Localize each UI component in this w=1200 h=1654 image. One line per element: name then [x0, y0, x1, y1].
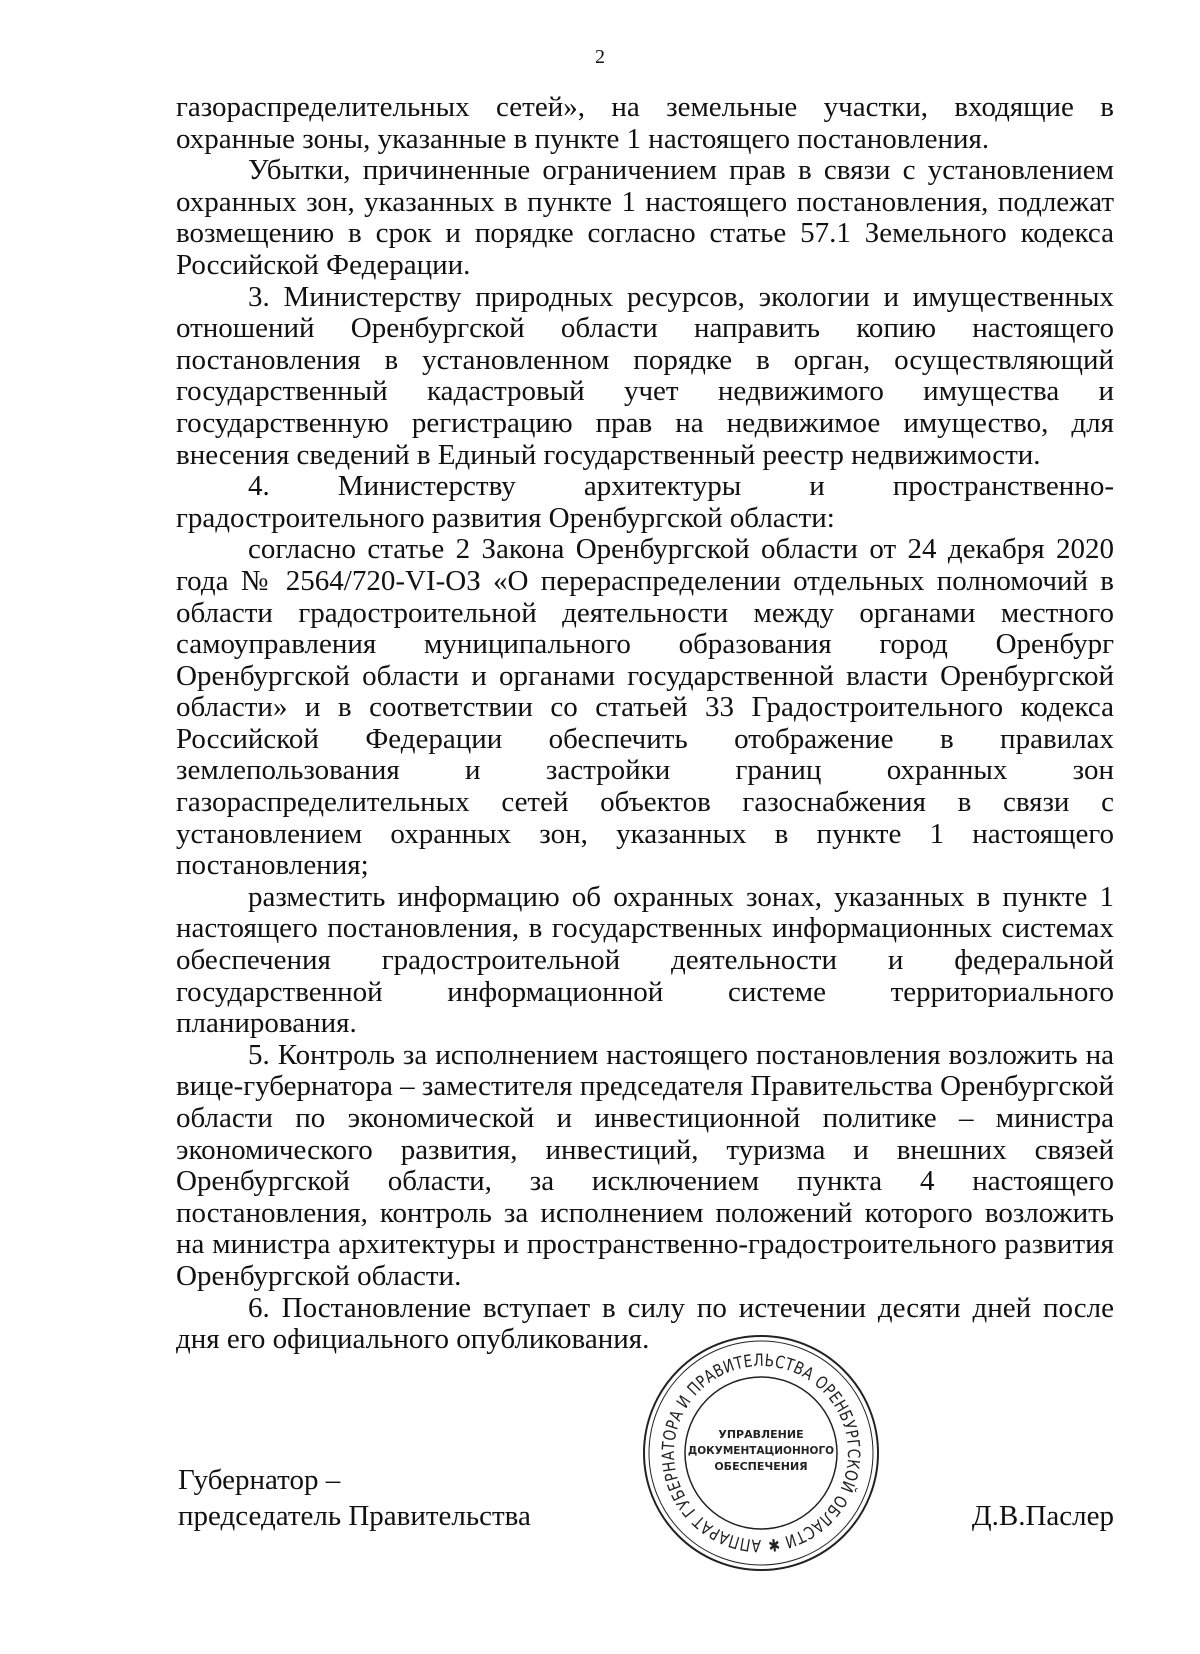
seal-center-line3: ОБЕСПЕЧЕНИЯ: [714, 1460, 808, 1473]
seal-ring-text: АППАРАТ ГУБЕРНАТОРА И ПРАВИТЕЛЬСТВА ОРЕНБУРГСКОЙ ОБЛАСТИ ✱: [658, 1350, 864, 1556]
signer-name: Д.В.Паслер: [971, 1500, 1114, 1532]
paragraph: Убытки, причиненные ограничением прав в связи с установлением охранных зон, указанных в пункте 1 настоящего постановления, подлежат возмещению в срок и порядке согласно статье 57.1 Земельного кодекса Российской Федерации.: [176, 154, 1114, 281]
paragraph: 6. Постановление вступает в силу по истечении десяти дней после дня его официального опубликования.: [176, 1291, 1114, 1356]
signer-position-line1: Губернатор –: [178, 1464, 341, 1496]
paragraph: газораспределительных сетей», на земельные участки, входящие в охранные зоны, указанные в пункте 1 настоящего постановления.: [176, 91, 1114, 155]
paragraph: 4. Министерству архитектуры и пространственно-градостроительного развития Оренбургской области:: [176, 470, 1114, 534]
paragraph: 3. Министерству природных ресурсов, экологии и имущественных отношений Оренбургской области направить копию настоящего постановления в установленном порядке в орган, осуществляющий государственный кадастровый учет недвижимого имущества и государственную регистрацию прав на недвижимое имущество, для внесения сведений в Единый государственный реестр недвижимости.: [176, 280, 1114, 471]
document-body: [176, 92, 1114, 1356]
seal-center-line2: ДОКУМЕНТАЦИОННОГО: [687, 1445, 835, 1457]
signer-position-line2: председатель Правительства: [178, 1500, 531, 1532]
seal-center-line1: УПРАВЛЕНИЕ: [718, 1428, 804, 1441]
page-number: 2: [595, 46, 605, 68]
paragraph: разместить информацию об охранных зонах, указанных в пункте 1 настоящего постановления, в государственных информационных системах обеспечения градостроительной деятельности и федеральной государственной информационной системе территориального планирования.: [176, 880, 1114, 1040]
signature-block: [178, 1462, 531, 1534]
paragraph: согласно статье 2 Закона Оренбургской области от 24 декабря 2020 года № 2564/720-VI-ОЗ «О перераспределении отдельных полномочий в области градостроительной деятельности между органами местного самоуправления муниципального образования город Оренбург Оренбургской области и органами государственной власти Оренбургской области» и в соответствии со статьей 33 Градостроительного кодекса Российской Федерации обеспечить отображение в правилах землепользования и застройки границ охранных зон газораспределительных сетей объектов газоснабжения в связи с установлением охранных зон, указанных в пункте 1 настоящего постановления;: [176, 533, 1114, 882]
official-seal: [640, 1332, 882, 1574]
paragraph: 5. Контроль за исполнением настоящего постановления возложить на вице-губернатора – заместителя председателя Правительства Оренбургской области по экономической и инвестиционной политике – министра экономического развития, инвестиций, туризма и внешних связей Оренбургской области, за исключением пункта 4 настоящего постановления, контроль за исполнением положений которого возложить на министра архитектуры и пространственно-градостроительного развития Оренбургской области.: [176, 1038, 1114, 1292]
